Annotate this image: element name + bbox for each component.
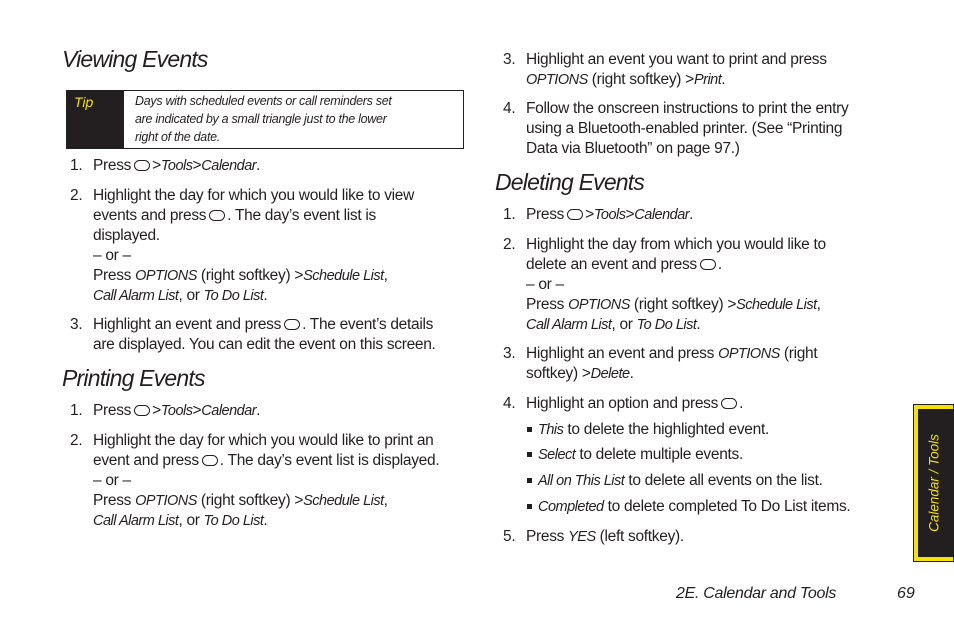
step-text: Highlight an event you want to print and press: [526, 51, 827, 68]
step-text: (left softkey).: [599, 528, 684, 545]
options-softkey: OPTIONS: [135, 268, 197, 284]
calendar-menu-path: Calendar: [201, 158, 257, 174]
step-text: Highlight an option and press: [526, 395, 719, 412]
or-separator: – or –: [526, 276, 564, 293]
menu-key-icon: [209, 210, 225, 221]
menu-key-icon: [134, 160, 150, 171]
section-side-tab: [913, 404, 954, 562]
step-number: 2.: [70, 432, 83, 449]
step-text: are displayed. You can edit the event on this screen.: [93, 336, 436, 353]
tools-menu-path: Tools: [160, 158, 193, 174]
tip-line: Days with scheduled events or call reminders set: [135, 94, 392, 108]
step-text: Highlight the day from which you would like to: [526, 236, 826, 253]
menu-key-icon: [134, 405, 150, 416]
step-number: 2.: [70, 187, 83, 204]
step-number: 1.: [70, 402, 83, 419]
step-text: . The day’s event list is: [227, 207, 376, 224]
menu-key-icon: [567, 209, 583, 220]
tip-label: Tip: [67, 91, 124, 148]
page-number: 69: [897, 585, 915, 602]
options-softkey: OPTIONS: [718, 346, 780, 362]
tip-box: [66, 90, 464, 149]
yes-softkey: YES: [568, 529, 596, 545]
step-number: 3.: [70, 316, 83, 333]
call-alarm-list-option: Call Alarm List: [526, 317, 612, 333]
step-text: Highlight the day for which you would like to print an: [93, 432, 434, 449]
list-item: [527, 497, 850, 517]
step-text: events and press: [93, 207, 207, 224]
menu-key-icon: [284, 319, 300, 330]
step-text: . The event’s details: [302, 316, 434, 333]
step-number: 5.: [503, 528, 516, 545]
menu-key-icon: [721, 398, 737, 409]
tip-line: right of the date.: [135, 130, 220, 144]
option-name: This: [538, 422, 564, 438]
tip-text: [124, 91, 463, 148]
tip-line: are indicated by a small triangle just to the lower: [135, 112, 387, 126]
footer-section-title: 2E. Calendar and Tools: [676, 585, 837, 602]
to-do-list-option: To Do List: [203, 513, 264, 529]
step-text: or: [619, 316, 633, 333]
bullet-icon: [527, 504, 532, 509]
step-text: using a Bluetooth-enabled printer. (See “Printing: [526, 120, 843, 137]
list-item: [527, 471, 823, 491]
step-text: Follow the onscreen instructions to print the entry: [526, 100, 849, 117]
option-description: to delete all events on the list.: [628, 472, 823, 489]
step-text: or: [186, 512, 200, 529]
step-text: Highlight the day for which you would like to view: [93, 187, 415, 204]
bullet-icon: [527, 478, 532, 483]
step-number: 3.: [503, 51, 516, 68]
list-item: [527, 420, 769, 440]
option-description: to delete multiple events.: [579, 446, 743, 463]
tools-menu-path: Tools: [160, 403, 193, 419]
step-text: . The day’s event list is displayed.: [219, 452, 440, 469]
step-text: Highlight an event and press: [93, 316, 282, 333]
step-number: 4.: [503, 395, 516, 412]
schedule-list-option: Schedule List: [736, 297, 817, 313]
to-do-list-option: To Do List: [203, 288, 264, 304]
press-text: Press: [526, 528, 565, 545]
step-text: (right: [783, 345, 818, 362]
step-text: (right softkey): [633, 296, 724, 313]
step-text: (right softkey): [200, 492, 291, 509]
press-text: Press: [93, 267, 132, 284]
step-text: displayed.: [93, 227, 160, 244]
to-do-list-option: To Do List: [636, 317, 697, 333]
step-text: (right softkey): [200, 267, 291, 284]
step-number: 4.: [503, 100, 516, 117]
option-name: Completed: [538, 499, 604, 515]
schedule-list-option: Schedule List: [303, 493, 384, 509]
step-number: 2.: [503, 236, 516, 253]
step-number: 1.: [70, 157, 83, 174]
step-text: or: [186, 287, 200, 304]
step-text: Data via Bluetooth” on page 97.): [526, 140, 740, 157]
step-text: delete an event and press: [526, 256, 697, 273]
calendar-menu-path: Calendar: [201, 403, 257, 419]
bullet-icon: [527, 427, 532, 432]
option-description: to delete the highlighted event.: [567, 421, 769, 438]
option-name: All on This List: [538, 473, 625, 489]
bullet-icon: [527, 452, 532, 457]
side-tab-label: Calendar / Tools: [926, 434, 942, 532]
options-softkey: OPTIONS: [568, 297, 630, 313]
print-option: Print: [693, 72, 722, 88]
list-item: [527, 445, 743, 465]
option-name: Select: [538, 447, 576, 463]
call-alarm-list-option: Call Alarm List: [93, 513, 179, 529]
step-text: (right softkey): [591, 71, 682, 88]
delete-option: Delete: [590, 366, 630, 382]
press-text: Press: [526, 206, 565, 223]
calendar-menu-path: Calendar: [634, 207, 690, 223]
step-text: Highlight an event and press: [526, 345, 715, 362]
step-number: 3.: [503, 345, 516, 362]
press-text: Press: [526, 296, 565, 313]
press-text: Press: [93, 492, 132, 509]
schedule-list-option: Schedule List: [303, 268, 384, 284]
call-alarm-list-option: Call Alarm List: [93, 288, 179, 304]
menu-key-icon: [700, 259, 716, 270]
options-softkey: OPTIONS: [135, 493, 197, 509]
press-text: Press: [93, 157, 132, 174]
printing-events-heading: Printing Events: [62, 365, 205, 391]
step-number: 1.: [503, 206, 516, 223]
options-softkey: OPTIONS: [526, 72, 588, 88]
tools-menu-path: Tools: [593, 207, 626, 223]
deleting-events-heading: Deleting Events: [495, 169, 645, 195]
step-text: event and press: [93, 452, 199, 469]
or-separator: – or –: [93, 247, 131, 264]
step-text: softkey): [526, 365, 578, 382]
option-description: to delete completed To Do List items.: [607, 498, 851, 515]
press-text: Press: [93, 402, 132, 419]
or-separator: – or –: [93, 472, 131, 489]
menu-key-icon: [202, 455, 218, 466]
viewing-events-heading: Viewing Events: [62, 46, 208, 72]
